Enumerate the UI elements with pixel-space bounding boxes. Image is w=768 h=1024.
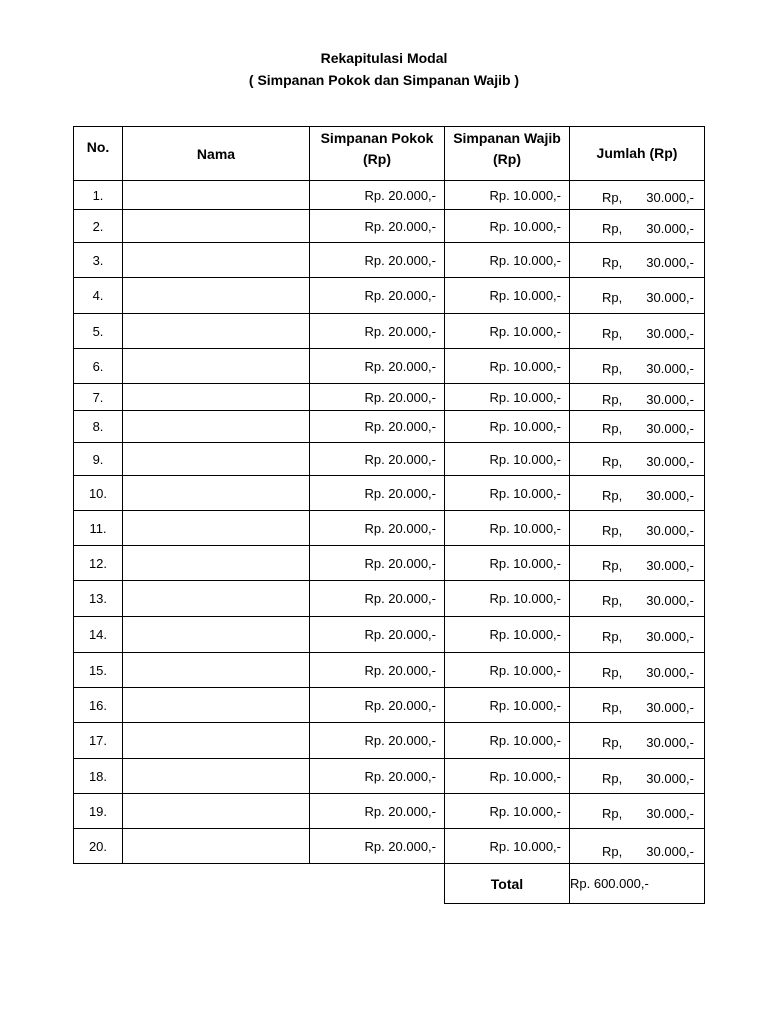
row-nama-cell[interactable] xyxy=(123,688,310,723)
row-nama-cell[interactable] xyxy=(123,278,310,314)
row-jumlah xyxy=(570,443,705,476)
row-nama-cell[interactable] xyxy=(123,723,310,759)
row-number: 3. xyxy=(74,243,123,278)
row-nama-cell[interactable] xyxy=(123,581,310,617)
table-row xyxy=(74,688,705,723)
recap-table xyxy=(73,126,705,904)
row-simpanan-wajib-value: Rp. 10.000,- xyxy=(489,520,561,536)
row-simpanan-pokok xyxy=(310,759,445,794)
header-row xyxy=(74,127,705,181)
row-jumlah-value: 30.000,- xyxy=(646,805,694,821)
row-jumlah-line xyxy=(570,251,704,270)
table-row xyxy=(74,476,705,511)
table-row xyxy=(74,511,705,546)
row-nama-cell[interactable] xyxy=(123,314,310,349)
row-simpanan-pokok xyxy=(310,210,445,243)
row-simpanan-pokok-value: Rp. 20.000,- xyxy=(364,662,436,678)
row-jumlah-prefix: Rp, xyxy=(602,421,623,436)
row-number: 12. xyxy=(74,546,123,581)
row-jumlah-prefix: Rp, xyxy=(602,557,623,573)
row-simpanan-wajib xyxy=(445,349,570,384)
row-jumlah xyxy=(570,617,705,653)
row-jumlah xyxy=(570,794,705,829)
row-number: 2. xyxy=(74,210,123,243)
row-jumlah-value: 30.000,- xyxy=(646,325,694,341)
row-simpanan-pokok xyxy=(310,581,445,617)
row-jumlah-prefix: Rp, xyxy=(602,664,623,680)
row-simpanan-pokok-value: Rp. 20.000,- xyxy=(364,768,436,784)
row-jumlah-value: 30.000,- xyxy=(646,557,694,573)
row-jumlah-prefix: Rp, xyxy=(602,629,623,644)
row-simpanan-wajib xyxy=(445,181,570,210)
document-subtitle: ( Simpanan Pokok dan Simpanan Wajib ) xyxy=(248,72,520,88)
row-jumlah xyxy=(570,243,705,278)
row-jumlah-prefix: Rp, xyxy=(602,391,623,407)
row-simpanan-pokok xyxy=(310,349,445,384)
row-simpanan-pokok xyxy=(310,794,445,829)
row-simpanan-pokok-value: Rp. 20.000,- xyxy=(364,555,436,571)
row-jumlah xyxy=(570,181,705,210)
row-simpanan-wajib xyxy=(445,278,570,314)
row-nama-cell[interactable] xyxy=(123,794,310,829)
row-jumlah-prefix: Rp, xyxy=(602,189,623,205)
row-jumlah xyxy=(570,349,705,384)
row-simpanan-wajib xyxy=(445,617,570,653)
row-jumlah-prefix: Rp, xyxy=(602,770,623,786)
row-nama-cell[interactable] xyxy=(123,511,310,546)
document-title: Rekapitulasi Modal xyxy=(320,50,448,66)
row-simpanan-pokok xyxy=(310,511,445,546)
table-row xyxy=(74,723,705,759)
row-jumlah-value: 30.000,- xyxy=(646,391,694,407)
row-simpanan-wajib xyxy=(445,688,570,723)
row-number: 5. xyxy=(74,314,123,349)
row-simpanan-wajib-value: Rp. 10.000,- xyxy=(489,697,561,713)
row-jumlah xyxy=(570,581,705,617)
row-jumlah xyxy=(570,653,705,688)
table-row xyxy=(74,829,705,864)
row-nama-cell[interactable] xyxy=(123,476,310,511)
row-jumlah-prefix: Rp, xyxy=(602,220,623,236)
row-simpanan-wajib-value: Rp. 10.000,- xyxy=(489,419,561,434)
row-simpanan-wajib xyxy=(445,829,570,864)
row-jumlah-line xyxy=(570,388,704,407)
row-simpanan-pokok xyxy=(310,443,445,476)
row-jumlah-prefix: Rp, xyxy=(602,522,623,538)
table-row xyxy=(74,794,705,829)
header-wajib-line2: (Rp) xyxy=(493,151,521,167)
row-jumlah xyxy=(570,829,705,864)
row-jumlah-value: 30.000,- xyxy=(646,843,694,859)
row-simpanan-wajib-value: Rp. 10.000,- xyxy=(489,451,561,467)
row-jumlah-prefix: Rp, xyxy=(602,325,623,341)
row-simpanan-pokok xyxy=(310,653,445,688)
table-row xyxy=(74,443,705,476)
total-row xyxy=(74,864,705,904)
row-simpanan-wajib-value: Rp. 10.000,- xyxy=(489,358,561,374)
row-simpanan-wajib-value: Rp. 10.000,- xyxy=(489,555,561,571)
row-simpanan-pokok xyxy=(310,243,445,278)
row-nama-cell[interactable] xyxy=(123,443,310,476)
row-simpanan-pokok-value: Rp. 20.000,- xyxy=(364,591,436,606)
row-nama-cell[interactable] xyxy=(123,829,310,864)
row-simpanan-wajib-value: Rp. 10.000,- xyxy=(489,389,561,405)
table-row xyxy=(74,243,705,278)
row-number: 9. xyxy=(74,443,123,476)
row-jumlah-value: 30.000,- xyxy=(646,699,694,715)
row-nama-cell[interactable] xyxy=(123,617,310,653)
row-jumlah xyxy=(570,759,705,794)
row-jumlah-line xyxy=(570,802,704,821)
row-jumlah-prefix: Rp, xyxy=(602,487,623,503)
row-jumlah xyxy=(570,511,705,546)
table-row xyxy=(74,278,705,314)
row-number: 16. xyxy=(74,688,123,723)
row-simpanan-pokok-value: Rp. 20.000,- xyxy=(364,358,436,374)
row-jumlah-value: 30.000,- xyxy=(646,487,694,503)
row-jumlah-line xyxy=(570,186,704,205)
table-row xyxy=(74,759,705,794)
table-row xyxy=(74,384,705,411)
row-simpanan-wajib-value: Rp. 10.000,- xyxy=(489,485,561,501)
table-row xyxy=(74,181,705,210)
row-simpanan-pokok xyxy=(310,278,445,314)
header-nama: Nama xyxy=(123,127,310,181)
row-number: 4. xyxy=(74,278,123,314)
row-simpanan-wajib xyxy=(445,511,570,546)
row-simpanan-wajib xyxy=(445,476,570,511)
row-nama-cell[interactable] xyxy=(123,546,310,581)
row-jumlah-line xyxy=(570,450,704,469)
row-simpanan-pokok-value: Rp. 20.000,- xyxy=(364,288,436,303)
table-row xyxy=(74,581,705,617)
row-nama-cell[interactable] xyxy=(123,653,310,688)
table-row xyxy=(74,617,705,653)
row-jumlah-prefix: Rp, xyxy=(602,290,623,305)
row-simpanan-wajib-value: Rp. 10.000,- xyxy=(489,218,561,234)
row-jumlah xyxy=(570,278,705,314)
row-simpanan-pokok-value: Rp. 20.000,- xyxy=(364,451,436,467)
table-row xyxy=(74,653,705,688)
row-jumlah-line xyxy=(570,484,704,503)
row-jumlah-line xyxy=(570,661,704,680)
row-simpanan-pokok-value: Rp. 20.000,- xyxy=(364,697,436,713)
row-simpanan-pokok xyxy=(310,546,445,581)
row-number: 13. xyxy=(74,581,123,617)
row-simpanan-wajib-value: Rp. 10.000,- xyxy=(489,187,561,203)
header-wajib-line1: Simpanan Wajib xyxy=(453,130,561,146)
row-simpanan-pokok-value: Rp. 20.000,- xyxy=(364,803,436,819)
row-jumlah-value: 30.000,- xyxy=(646,453,694,469)
row-simpanan-pokok-value: Rp. 20.000,- xyxy=(364,838,436,854)
row-simpanan-wajib-value: Rp. 10.000,- xyxy=(489,662,561,678)
row-jumlah xyxy=(570,314,705,349)
header-no: No. xyxy=(74,127,123,181)
row-number: 18. xyxy=(74,759,123,794)
total-value: Rp. 600.000,- xyxy=(570,864,705,904)
row-nama-cell[interactable] xyxy=(123,349,310,384)
row-jumlah-line xyxy=(570,731,704,750)
row-jumlah-line xyxy=(570,286,704,305)
row-jumlah-line xyxy=(570,696,704,715)
table-row xyxy=(74,411,705,443)
row-simpanan-pokok-value: Rp. 20.000,- xyxy=(364,627,436,642)
row-simpanan-wajib-value: Rp. 10.000,- xyxy=(489,627,561,642)
row-number: 17. xyxy=(74,723,123,759)
row-simpanan-pokok xyxy=(310,723,445,759)
row-simpanan-pokok xyxy=(310,829,445,864)
row-simpanan-wajib xyxy=(445,314,570,349)
row-simpanan-pokok-value: Rp. 20.000,- xyxy=(364,485,436,501)
row-simpanan-wajib-value: Rp. 10.000,- xyxy=(489,288,561,303)
row-simpanan-wajib xyxy=(445,759,570,794)
row-jumlah xyxy=(570,723,705,759)
row-jumlah-value: 30.000,- xyxy=(646,360,694,376)
row-simpanan-pokok-value: Rp. 20.000,- xyxy=(364,520,436,536)
row-simpanan-pokok xyxy=(310,411,445,443)
row-number: 1. xyxy=(74,181,123,210)
row-jumlah-prefix: Rp, xyxy=(602,360,623,376)
row-nama-cell[interactable] xyxy=(123,411,310,443)
row-jumlah-value: 30.000,- xyxy=(646,189,694,205)
row-simpanan-wajib-value: Rp. 10.000,- xyxy=(489,323,561,339)
row-simpanan-pokok-value: Rp. 20.000,- xyxy=(364,733,436,748)
row-simpanan-pokok xyxy=(310,384,445,411)
row-nama-cell[interactable] xyxy=(123,384,310,411)
row-simpanan-wajib xyxy=(445,581,570,617)
table-row xyxy=(74,546,705,581)
row-jumlah-value: 30.000,- xyxy=(646,629,694,644)
row-simpanan-pokok-value: Rp. 20.000,- xyxy=(364,323,436,339)
row-jumlah-prefix: Rp, xyxy=(602,254,623,270)
row-simpanan-pokok-value: Rp. 20.000,- xyxy=(364,419,436,434)
row-jumlah-line xyxy=(570,519,704,538)
row-number: 6. xyxy=(74,349,123,384)
row-jumlah xyxy=(570,411,705,443)
row-jumlah-prefix: Rp, xyxy=(602,805,623,821)
row-simpanan-wajib-value: Rp. 10.000,- xyxy=(489,252,561,268)
row-jumlah-value: 30.000,- xyxy=(646,290,694,305)
row-jumlah-prefix: Rp, xyxy=(602,699,623,715)
table-row xyxy=(74,314,705,349)
header-pokok-line1: Simpanan Pokok xyxy=(320,130,434,146)
row-jumlah-line xyxy=(570,554,704,573)
row-jumlah-value: 30.000,- xyxy=(646,220,694,236)
total-label: Total xyxy=(445,864,570,904)
row-simpanan-pokok xyxy=(310,617,445,653)
row-jumlah-line xyxy=(570,417,704,436)
row-number: 14. xyxy=(74,617,123,653)
header-simpanan-wajib xyxy=(445,127,570,181)
row-nama-cell[interactable] xyxy=(123,759,310,794)
header-simpanan-pokok xyxy=(310,127,445,181)
row-simpanan-wajib-value: Rp. 10.000,- xyxy=(489,591,561,606)
row-simpanan-pokok xyxy=(310,181,445,210)
row-number: 15. xyxy=(74,653,123,688)
row-jumlah-value: 30.000,- xyxy=(646,593,694,608)
row-nama-cell[interactable] xyxy=(123,181,310,210)
row-number: 20. xyxy=(74,829,123,864)
row-jumlah-line xyxy=(570,589,704,608)
row-jumlah xyxy=(570,210,705,243)
row-simpanan-pokok xyxy=(310,476,445,511)
row-jumlah-line xyxy=(570,357,704,376)
row-simpanan-pokok-value: Rp. 20.000,- xyxy=(364,218,436,234)
header-jumlah: Jumlah (Rp) xyxy=(570,127,705,181)
row-jumlah-value: 30.000,- xyxy=(646,421,694,436)
row-jumlah-line xyxy=(570,834,704,859)
row-number: 11. xyxy=(74,511,123,546)
row-jumlah-prefix: Rp, xyxy=(602,735,623,750)
row-simpanan-pokok xyxy=(310,314,445,349)
row-simpanan-pokok-value: Rp. 20.000,- xyxy=(364,389,436,405)
row-simpanan-pokok-value: Rp. 20.000,- xyxy=(364,252,436,268)
row-simpanan-wajib-value: Rp. 10.000,- xyxy=(489,838,561,854)
row-jumlah-line xyxy=(570,217,704,236)
row-jumlah-value: 30.000,- xyxy=(646,664,694,680)
row-jumlah-prefix: Rp, xyxy=(602,843,623,859)
table-row xyxy=(74,349,705,384)
row-jumlah-value: 30.000,- xyxy=(646,770,694,786)
row-jumlah-value: 30.000,- xyxy=(646,522,694,538)
row-simpanan-wajib xyxy=(445,443,570,476)
row-jumlah xyxy=(570,546,705,581)
row-number: 10. xyxy=(74,476,123,511)
row-simpanan-wajib xyxy=(445,653,570,688)
row-jumlah-prefix: Rp, xyxy=(602,453,623,469)
row-jumlah-prefix: Rp, xyxy=(602,593,623,608)
row-nama-cell[interactable] xyxy=(123,243,310,278)
row-simpanan-pokok-value: Rp. 20.000,- xyxy=(364,187,436,203)
row-jumlah xyxy=(570,688,705,723)
row-simpanan-wajib xyxy=(445,546,570,581)
row-jumlah-value: 30.000,- xyxy=(646,254,694,270)
row-simpanan-wajib xyxy=(445,243,570,278)
row-number: 8. xyxy=(74,411,123,443)
row-number: 19. xyxy=(74,794,123,829)
row-jumlah-line xyxy=(570,767,704,786)
row-simpanan-pokok xyxy=(310,688,445,723)
row-simpanan-wajib-value: Rp. 10.000,- xyxy=(489,768,561,784)
row-jumlah xyxy=(570,384,705,411)
row-nama-cell[interactable] xyxy=(123,210,310,243)
row-simpanan-wajib xyxy=(445,723,570,759)
row-simpanan-wajib xyxy=(445,411,570,443)
row-jumlah xyxy=(570,476,705,511)
row-simpanan-wajib xyxy=(445,210,570,243)
row-simpanan-wajib xyxy=(445,384,570,411)
row-jumlah-value: 30.000,- xyxy=(646,735,694,750)
row-jumlah-line xyxy=(570,625,704,644)
header-pokok-line2: (Rp) xyxy=(363,151,391,167)
row-simpanan-wajib-value: Rp. 10.000,- xyxy=(489,803,561,819)
table-body xyxy=(74,181,705,864)
row-number: 7. xyxy=(74,384,123,411)
row-simpanan-wajib-value: Rp. 10.000,- xyxy=(489,733,561,748)
row-jumlah-line xyxy=(570,322,704,341)
table-row xyxy=(74,210,705,243)
row-simpanan-wajib xyxy=(445,794,570,829)
